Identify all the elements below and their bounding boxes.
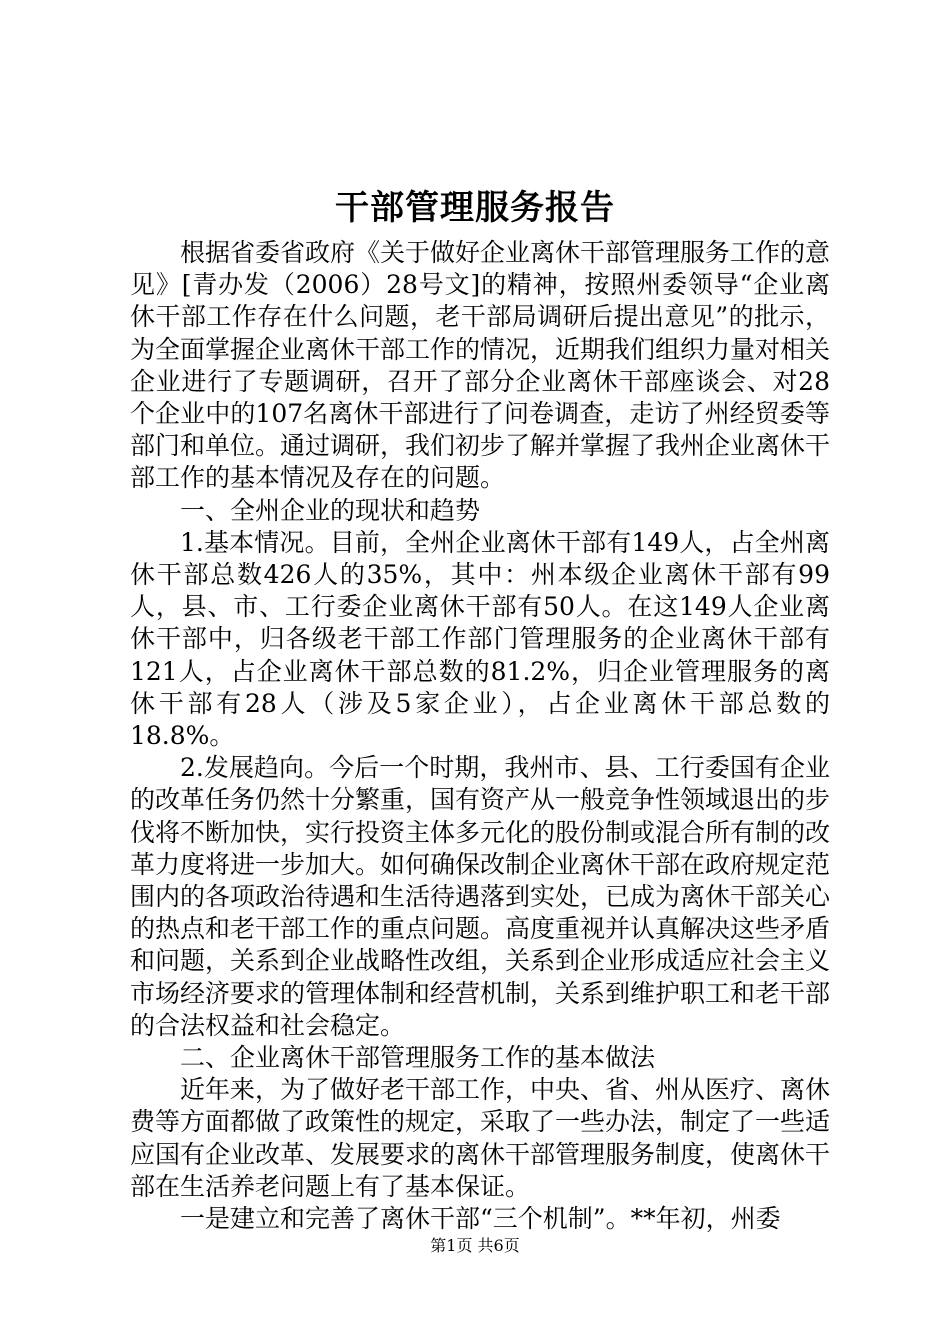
- page-number-footer: 第1页 共6页: [430, 1236, 520, 1255]
- section-heading: 二、企业离休干部管理服务工作的基本做法: [180, 1043, 656, 1073]
- document-title: 干部管理服务报告: [335, 188, 615, 228]
- paragraph: 近年来，为了做好老干部工作，中央、省、州从医疗、离休费等方面都做了政策性的规定，采取了一些办法，制定了一些适应国有企业改革、发展要求的离休干部管理服务制度，使离休干部在生活养老问题上有了基本保证。: [130, 1075, 831, 1201]
- paragraph: 2.发展趋向。今后一个时期，我州市、县、工行委国有企业的改革任务仍然十分繁重，国有资产从一般竞争性领域退出的步伐将不断加快，实行投资主体多元化的股份制或混合所有制的改革力度将进一步加大。如何确保改制企业离休干部在政府规定范围内的各项政治待遇和生活待遇落到实处，已成为离休干部关心的热点和老干部工作的重点问题。高度重视并认真解决这些矛盾和问题，关系到企业战略性改组，关系到企业形成适应社会主义市场经济要求的管理体制和经营机制，关系到维护职工和老干部的合法权益和社会稳定。: [130, 753, 831, 1040]
- paragraph: 根据省委省政府《关于做好企业离休干部管理服务工作的意见》[青办发（2006）28号文]的精神，按照州委领导“企业离休干部工作存在什么问题，老干部局调研后提出意见”的批示，为全面掌握企业离休干部工作的情况，近期我们组织力量对相关企业进行了专题调研，召开了部分企业离休干部座谈会、对28个企业中的107名离休干部进行了问卷调查，走访了州经贸委等部门和单位。通过调研，我们初步了解并掌握了我州企业离休干部工作的基本情况及存在的问题。: [130, 238, 831, 493]
- document-body: [130, 237, 830, 1235]
- paragraph: 一是建立和完善了离休干部“三个机制”。**年初，州委: [180, 1204, 781, 1234]
- paragraph: 1.基本情况。目前，全州企业离休干部有149人，占全州离休干部总数426人的35%，其中：州本级企业离休干部有99人，县、市、工行委企业离休干部有50人。在这149人企业离休干部中，归各级老干部工作部门管理服务的企业离休干部有121人，占企业离休干部总数的81.2%，归企业管理服务的离休干部有28人（涉及5家企业），占企业离休干部总数的18.8%。: [130, 527, 830, 751]
- section-heading: 一、全州企业的现状和趋势: [180, 495, 481, 525]
